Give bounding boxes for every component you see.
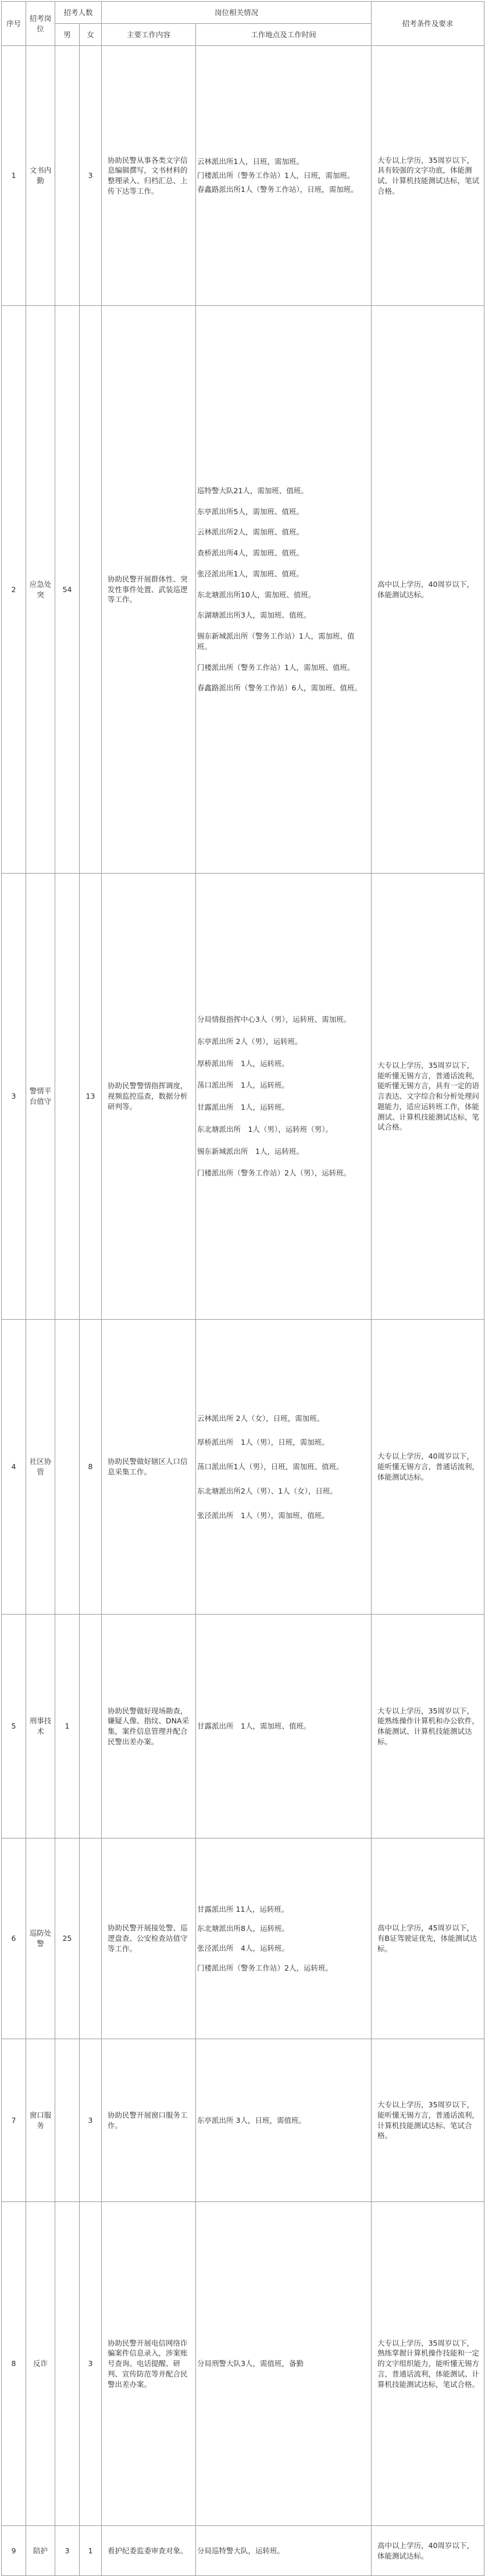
location-entry: 东北塘派出所10人，需加班、值班。 [197,590,316,599]
location-entry: 东亭派出所5人，需加班、值班。 [197,507,304,516]
row-post: 反诈 [26,2202,55,2526]
row-female-count: 3 [80,2039,102,2202]
row-requirements: 大专以上学历，35周岁以下，能听懂无锡方言，普通话流利，能听懂无锡方言，具有一定的语言表达、文字综合和分析处理问题能力，适应运转班工作，体能测试、计算机技能测试达标，笔试合格。 [372,874,484,1320]
location-entry: 张泾派出所 4人，运转班。 [197,1944,289,1953]
header-requirements: 招考条件及要求 [372,2,484,46]
table-row [2,1615,484,1839]
row-duty: 协助民警从事各类文字信息编辑撰写，文书材料的整理录入、归档汇总、上传下达等工作。 [102,46,196,306]
location-entry: 荡口派出所1人（男），日班，需加班、值班。 [197,1462,344,1472]
location-entry: 厚桥派出所 1人，运转班。 [197,1059,289,1068]
row-duty: 协助民警警情指挥调度，视频监控巡查，数据分析研判等。 [102,874,196,1320]
row-seq: 7 [2,2039,26,2202]
location-entry: 张泾派出所 1人（男），需加班、值班。 [197,1510,329,1520]
header-post: 招考岗位 [26,2,55,46]
location-entry: 分局巡特警大队，运转班。 [197,2546,285,2555]
row-male-count: 54 [55,306,80,874]
table-row [2,2202,484,2526]
location-entry: 甘露派出所 1人，需加班、值班。 [197,1722,311,1731]
row-requirements: 大专以上学历，35周岁以下，具有较强的文字功底，体能测试、计算机技能测试达标，笔试合格。 [372,46,484,306]
row-seq: 6 [2,1839,26,2039]
row-male-count: 3 [55,2526,80,2576]
row-seq: 1 [2,46,26,306]
location-entry: 门楼派出所（警务工作站）2人（男），运转班。 [197,1168,351,1178]
row-locations [196,306,372,874]
table-row [2,306,484,874]
location-entry: 云林派出所1人，日班，需加班。 [197,157,304,166]
row-requirements: 大专以上学历，40周岁以下，能听懂无锡方言，普通话流利，体能测试达标。 [372,1320,484,1615]
row-locations [196,2202,372,2526]
header-seq: 序号 [2,2,26,46]
recruitment-table [1,1,484,2576]
location-entry: 厚桥派出所 1人（男），日班，需加班。 [197,1438,329,1447]
location-entry: 甘露派出所 11人，运转班。 [197,1904,289,1914]
row-female-count: 8 [80,1320,102,1615]
row-seq: 3 [2,874,26,1320]
row-duty: 协助民警开展电信网络诈骗案件信息录入，涉案账号查询、电话提醒、研判、宣传防范等并配合民警出差办案。 [102,2202,196,2526]
row-locations [196,1615,372,1839]
location-entry: 东北塘派出所8人，运转班。 [197,1924,289,1933]
row-female-count [80,1615,102,1839]
location-entry: 云林派出所 2人（女），日班，需加班。 [197,1413,324,1423]
row-post: 陪护 [26,2526,55,2576]
row-post: 刑事技术 [26,1615,55,1839]
table-row [2,46,484,306]
location-entry: 云林派出所2人，需加班、值班。 [197,528,304,537]
row-requirements: 大专以上学历，35周岁以下，能听懂无锡方言，普通话流利，计算机技能测试达标、笔试合格。 [372,2039,484,2202]
row-seq: 2 [2,306,26,874]
table-row [2,2039,484,2202]
row-requirements: 高中以上学历，40周岁以下，体能测试达标。 [372,306,484,874]
table-body [2,46,484,2576]
row-male-count [55,1320,80,1615]
row-locations [196,1320,372,1615]
location-entry: 巡特警大队21人，需加班、值班。 [197,486,308,495]
location-entry: 东北塘派出所 1人（男），运转班（男）。 [197,1124,333,1134]
location-entry: 门楼派出所（警务工作站）1人，日班，需加班。 [197,171,355,180]
header-male: 男 [55,24,80,46]
row-duty: 协助民警做好现场勘查，嫌疑人像、指纹、DNA采集，案件信息管理并配合民警出差办案。 [102,1615,196,1839]
row-male-count: 25 [55,1839,80,2039]
row-male-count [55,874,80,1320]
location-entry: 门楼派出所（警务工作站）1人，需加班、值班。 [197,662,355,672]
row-duty: 协助民警开展接处警、巡逻盘查、公安检查站值守等工作。 [102,1839,196,2039]
header-row-top [2,2,484,24]
row-seq: 8 [2,2202,26,2526]
location-entry: 分局情报指挥中心3人（男），运转班、需加班。 [197,1015,351,1024]
location-entry: 东亭派出所 2人（男），运转班。 [197,1036,302,1046]
location-entry: 锡东新城派出所（警务工作站）1人，需加班、值班。 [197,632,355,651]
row-post: 应急处突 [26,306,55,874]
row-requirements: 大专以上学历，35周岁以下，能熟练操作计算机和办公软件，体能测试、计算机技能测试达标。 [372,1615,484,1839]
row-male-count [55,2202,80,2526]
row-female-count: 13 [80,874,102,1320]
row-female-count: 3 [80,2202,102,2526]
row-locations [196,1839,372,2039]
location-entry: 荡口派出所 1人，运转班。 [197,1081,289,1090]
table-row [2,874,484,1320]
location-entry: 查桥派出所4人，需加班、值班。 [197,548,304,558]
row-seq: 4 [2,1320,26,1615]
row-locations [196,2526,372,2576]
row-locations [196,2039,372,2202]
location-entry: 春鑫路派出所1人（警务工作站），日班，需加班。 [197,184,358,194]
location-entry: 分局刑警大队3人，需值班，备勤 [197,2359,304,2368]
row-post: 社区协管 [26,1320,55,1615]
row-female-count: 1 [80,2526,102,2576]
location-entry: 锡东新城派出所 1人，运转班。 [197,1146,304,1156]
location-entry: 张泾派出所1人，需加班、值班。 [197,569,304,578]
row-post: 警情平台值守 [26,874,55,1320]
header-post-info: 岗位相关情况 [102,2,372,24]
header-female: 女 [80,24,102,46]
row-requirements: 大专以上学历，35周岁以下，熟练掌握计算机操作技能和一定的文字组织能力，能听懂无锡方言，普通话流利，体能测试、计算机技能测试达标，笔试合格。 [372,2202,484,2526]
location-entry: 门楼派出所（警务工作站）2人，运转班。 [197,1963,333,1972]
location-entry: 东湖塘派出所3人，需加班、值班。 [197,611,311,620]
row-locations [196,874,372,1320]
header-count: 招考人数 [55,2,102,24]
row-male-count [55,2039,80,2202]
row-female-count: 3 [80,46,102,306]
location-entry: 春鑫路派出所（警务工作站）6人，需加班、值班。 [197,683,362,693]
row-female-count [80,306,102,874]
table-row [2,2526,484,2576]
row-requirements: 高中以上学历，40周岁以下，体能测试达标。 [372,2526,484,2576]
location-entry: 东亭派出所 3人，日班，需值班。 [197,2115,306,2125]
location-entry: 甘露派出所 1人，运转班。 [197,1103,289,1111]
row-duty: 协助民警做好辖区人口信息采集工作。 [102,1320,196,1615]
row-post: 文书内勤 [26,46,55,306]
row-seq: 9 [2,2526,26,2576]
header-location: 工作地点及工作时间 [196,24,372,46]
row-male-count [55,46,80,306]
row-requirements: 高中以上学历，45周岁以下，有B证驾驶证优先，体能测试达标。 [372,1839,484,2039]
row-post: 巡防处警 [26,1839,55,2039]
table-row [2,1839,484,2039]
row-male-count: 1 [55,1615,80,1839]
row-duty: 协助民警开展窗口服务工作。 [102,2039,196,2202]
location-entry: 东北塘派出所2人（男）、1人（女），日班。 [197,1486,337,1495]
row-post: 窗口服务 [26,2039,55,2202]
header-duty: 主要工作内容 [102,24,196,46]
row-seq: 5 [2,1615,26,1839]
row-duty: 协助民警开展群体性、突发性事件处置、武装巡逻等工作。 [102,306,196,874]
row-locations [196,46,372,306]
row-duty: 看护纪委监委审查对象。 [102,2526,196,2576]
table-row [2,1320,484,1615]
row-female-count [80,1839,102,2039]
